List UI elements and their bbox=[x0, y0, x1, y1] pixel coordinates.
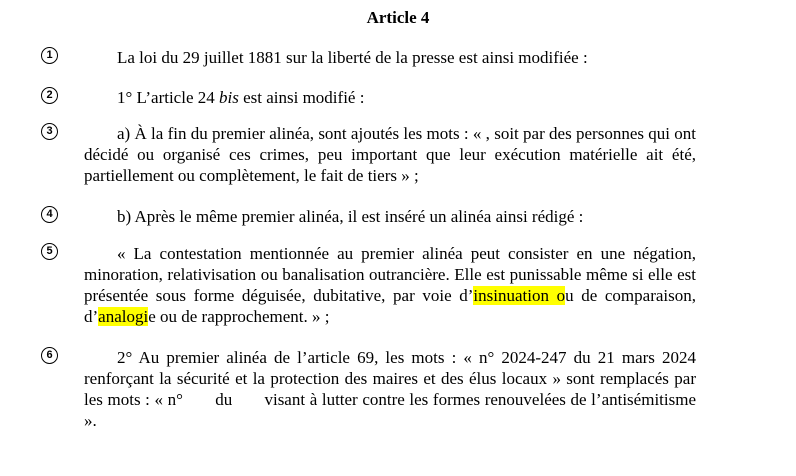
paragraph-text-2 bbox=[84, 87, 696, 108]
paragraph-number-2: 2 bbox=[41, 87, 58, 104]
paragraph-text-4: b) Après le même premier alinéa, il est inséré un alinéa ainsi rédigé : bbox=[117, 207, 584, 226]
paragraph-text-2-part-2: est ainsi modifié : bbox=[238, 88, 365, 107]
paragraph-text-5-part-3: e ou de rapprochement. » ; bbox=[148, 307, 330, 326]
paragraph-number-5: 5 bbox=[41, 243, 58, 260]
paragraph-text-2-italic: bis bbox=[219, 88, 239, 107]
paragraph-number-1: 1 bbox=[41, 47, 58, 64]
paragraph-number-3: 3 bbox=[41, 123, 58, 140]
highlight-analogie: analogi bbox=[98, 307, 149, 326]
article-title: Article 4 bbox=[366, 8, 430, 27]
paragraph-number-4: 4 bbox=[41, 206, 58, 223]
paragraph-text-2-part-1: 1° L’article 24 bbox=[117, 88, 219, 107]
paragraph-text-5-part-1: « La contestation mentionnée au premier alinéa peut consister en une négation, minoration, relativisation ou banalisation outrancière. Elle est punissable même si elle est présentée sous forme déguisée, dubitative, par voie d’ bbox=[84, 244, 696, 305]
paragraph-text-5-part-2: u de comparaison, d’ bbox=[84, 286, 696, 326]
highlight-insinuation: insinuation o bbox=[473, 286, 566, 305]
paragraph-text-1: La loi du 29 juillet 1881 sur la liberté de la presse est ainsi modifiée : bbox=[117, 48, 588, 67]
paragraph-number-6: 6 bbox=[41, 347, 58, 364]
paragraph-text-3: a) À la fin du premier alinéa, sont ajoutés les mots : « , soit par des personnes qui ont décidé ou organisé ces crimes, peu important que leur exécution matérielle ait été, partiellement ou complètement, le fait de tiers » ; bbox=[84, 124, 696, 185]
paragraph-text-5 bbox=[84, 243, 696, 327]
paragraph-text-6: 2° Au premier alinéa de l’article 69, les mots : « n° 2024-247 du 21 mars 2024 renforçant la sécurité et la protection des maires et des élus locaux » sont remplacés par les mots : « n° du visant à lutter contre les formes renouvelées de l’antisémitisme ». bbox=[84, 348, 701, 430]
